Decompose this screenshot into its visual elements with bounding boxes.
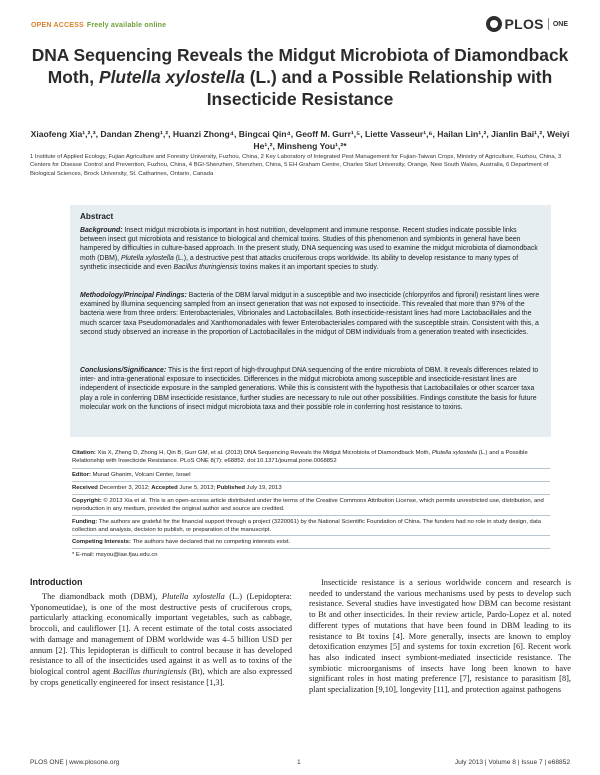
dates — [72, 484, 550, 492]
competing-interests — [72, 538, 550, 546]
meta-divider — [72, 494, 550, 495]
meta-divider — [72, 481, 550, 482]
corresponding-email[interactable]: * E-mail: msyou@iae.fjau.edu.cn — [72, 552, 158, 558]
logo-divider — [548, 18, 549, 30]
abstract-methods — [80, 291, 543, 337]
title-text-1: DNA Sequencing Reveals the Midgut Microbiota of Diamondback Moth, — [31, 45, 569, 87]
title-species: Plutella xylostella — [98, 67, 245, 87]
journal-brand: PLOS — [504, 16, 544, 32]
copyright — [72, 497, 550, 513]
competing-label: Competing Interests: — [72, 539, 131, 545]
published-date: July 19, 2013 — [244, 485, 282, 491]
editor — [72, 471, 550, 479]
intro-species: Plutella xylostella — [161, 592, 225, 601]
intro-bt: Bacillus thuringiensis — [112, 666, 187, 676]
funding-label: Funding: — [72, 519, 98, 525]
conclusions-label: Conclusions/Significance: — [80, 367, 167, 374]
meta-divider — [72, 468, 550, 469]
meta-divider — [72, 535, 550, 536]
citation-text-2: (L.) and a Possible Relationship with Insecticide Resistance. PLoS ONE 8(7): e68852. doi:10.1371/journal.pone.0068852 — [72, 450, 528, 465]
copyright-text: © 2013 Xia et al. This is an open-access article distributed under the terms of the Creative Commons Attribution License, which permits unrestricted use, distribution, and reproduction in any medium, provided the original author and source are credited. — [72, 498, 544, 513]
intro-paragraph-1 — [30, 592, 292, 688]
body-column-left — [30, 592, 292, 688]
abstract-heading: Abstract — [80, 212, 114, 221]
footer-issue: July 2013 | Volume 8 | Issue 7 | e68852 — [454, 759, 570, 766]
background-species: Plutella xylostella — [120, 254, 174, 262]
affiliations: 1 Institute of Applied Ecology, Fujian Agriculture and Forestry University, Fuzhou, China, 2 Key Laboratory of Integrated Pest Management for Fujian-Taiwan Crops, Ministry of Agriculture, Fuzhou, China, 3 Centers for Disease Control and Prevention, Fuzhou, China, 4 BGI-Shenzhen, Shenzhen, China, 5 EH Graham Centre, Charles Sturt University, Orange, New South Wales, Australia, 6 Department of Biological Sciences, Brock University, St. Catharines, Ontario, Canada — [30, 154, 562, 177]
background-bt: Bacillus thuringiensis — [173, 263, 238, 271]
editor-text: Murad Ghanim, Volcani Center, Israel — [90, 472, 191, 478]
author-list: Xiaofeng Xia¹,²,³, Dandan Zheng¹,², Huanzi Zhong⁴, Bingcai Qin⁴, Geoff M. Gurr¹,⁵, Liette Vasseur¹,⁶, Hailan Lin¹,², Jianlin Bai¹,², Weiyi He¹,², Minsheng You¹,²* — [30, 129, 570, 151]
citation-text-1: Xia X, Zheng D, Zhong H, Qin B, Gurr GM, et al. (2013) DNA Sequencing Reveals the Midgut Microbiota of Diamondback Moth, — [95, 450, 432, 456]
freely-available-label: Freely available online — [86, 22, 167, 29]
copyright-label: Copyright: — [72, 498, 102, 504]
received-label: Received — [72, 485, 98, 491]
journal-logo — [486, 16, 569, 32]
article-title — [30, 44, 570, 110]
open-access-line — [31, 22, 166, 29]
citation-species: Plutella xylostella — [431, 450, 477, 456]
published-label: Published — [216, 485, 245, 491]
intro-text-3: (Bt), which are also expressed by crops genetically engineered for insect resistance [1,3]. — [30, 666, 292, 687]
journal-sub: ONE — [552, 20, 568, 28]
introduction-heading: Introduction — [30, 577, 83, 587]
accepted-label: Accepted — [151, 485, 178, 491]
citation — [72, 449, 550, 465]
footer-journal: PLOS ONE | www.plosone.org — [30, 759, 120, 766]
intro-text-2: (L.) (Lepidoptera: Yponomeutidae), is one of the most destructive pests of cruciferous crops, particularly attacking economically important vegetables, such as cabbage, broccoli, and cauliflower [1]. A recent estimate of the total costs associated with damage and management of DBM worldwide was 4–5 billion USD per annum [2]. This lepidopteran is difficult to control because it has developed resistance to all of the insecticides used against it as well as to toxins of the biological control agent — [30, 592, 292, 676]
methods-label: Methodology/Principal Findings: — [80, 292, 187, 299]
abstract-conclusions — [80, 366, 543, 412]
conclusions-text: This is the first report of high-throughput DNA sequencing of the entire microbiota of DBM. It reveals differences related to inter- and intra-generational exposure to insecticides. Differences in the midgut microbiota among susceptible and insecticide-resistant lines are independent of insecticide exposure in the sampled generations. While this is consistent with the hypothesis that Lactobacillales or other scarcer taxa play a role in conferring DBM insecticide resistance, further studies are necessary to rule out other possibilities. Findings constitute the basis for future molecular work on the functions of insect midgut microbiota taxa and their possible role in conferring host resistance to toxins. — [80, 367, 539, 411]
intro-text-1: The diamondback moth (DBM), — [42, 592, 162, 601]
background-text-2: (L.), a destructive pest that attacks cruciferous crops worldwide. Its ability to develop resistance to many types of synthetic insecticide and even — [80, 254, 519, 271]
meta-divider — [72, 548, 550, 549]
page-number: 1 — [297, 759, 301, 766]
funding — [72, 518, 550, 534]
plos-logo-icon — [486, 16, 502, 32]
accepted-date: June 5, 2013; — [177, 485, 217, 491]
background-label: Background: — [80, 227, 123, 234]
received-date: December 3, 2012; — [97, 485, 152, 491]
background-text-3: toxins makes it an important species to study. — [237, 263, 379, 271]
title-text-2: (L.) and a Possible Relationship with Insecticide Resistance — [206, 67, 553, 109]
background-text-1: Insect midgut microbiota is important in host nutrition, development and immune response. Recent studies indicate possible links between insect gut microbiota and resistance to biological and chemical toxins. Studies of this phenomenon and symbionts in general have been hampered by difficulties in culture-based approach. In the present study, DNA sequencing was used to examine the midgut microbiota of diamondback moth (DBM), — [80, 227, 538, 262]
body-column-right — [309, 578, 571, 696]
citation-label: Citation: — [72, 450, 96, 456]
editor-label: Editor: — [72, 472, 91, 478]
funding-text: The authors are grateful for the financial support through a project (3220061) by the National Scientific Foundation of China. The funders had no role in study design, data collection and analysis, decision to publish, or preparation of the manuscript. — [72, 519, 542, 534]
intro-paragraph-2: Insecticide resistance is a serious worldwide concern and research is needed to understand the various mechanisms used by pests to develop such resistance. Several studies have investigated how DBM can become resistant to Bt and other insecticides. In their review article, Pardo-Lopez et al. noted different types of mutations that have been found in DBM leading to its resistance to Bt toxins [4]. More generally, insects are known to employ detoxification enzymes [5] and systems for toxin excretion [6]. Recent work has also indicated insect symbiont-mediated insecticide resistance. The symbiotic microorganisms of insects have long been known to have significant roles in host mating preference [7], resistance to parasitism [8], plant specialization [9,10], longevity [11], and protection against pathogens — [309, 578, 571, 695]
methods-text: Bacteria of the DBM larval midgut in a susceptible and two insecticide (chlorpyrifos and fipronil) resistant lines were examined by Illumina sequencing sampled from an insect generation that was not exposed to insecticide. This revealed that more than 97% of the bacteria were from three orders: Enterobacteriales, Vibrionales and Lactobacillales. Both insecticide-resistant lines had more Lactobacillales and the much scarcer taxa Pseudomonadales and Xanthomonadales with fewer Enterobacteriales compared with the susceptible strain. Consistent with this, a second study observed an increase in the proportion of Lactobacillales in the midgut of DBM individuals from a generation treated with insecticides. — [80, 292, 540, 336]
open-access-label: OPEN ACCESS — [31, 22, 84, 29]
abstract-background — [80, 226, 543, 272]
meta-divider — [72, 515, 550, 516]
competing-text: The authors have declared that no competing interests exist. — [130, 539, 291, 545]
